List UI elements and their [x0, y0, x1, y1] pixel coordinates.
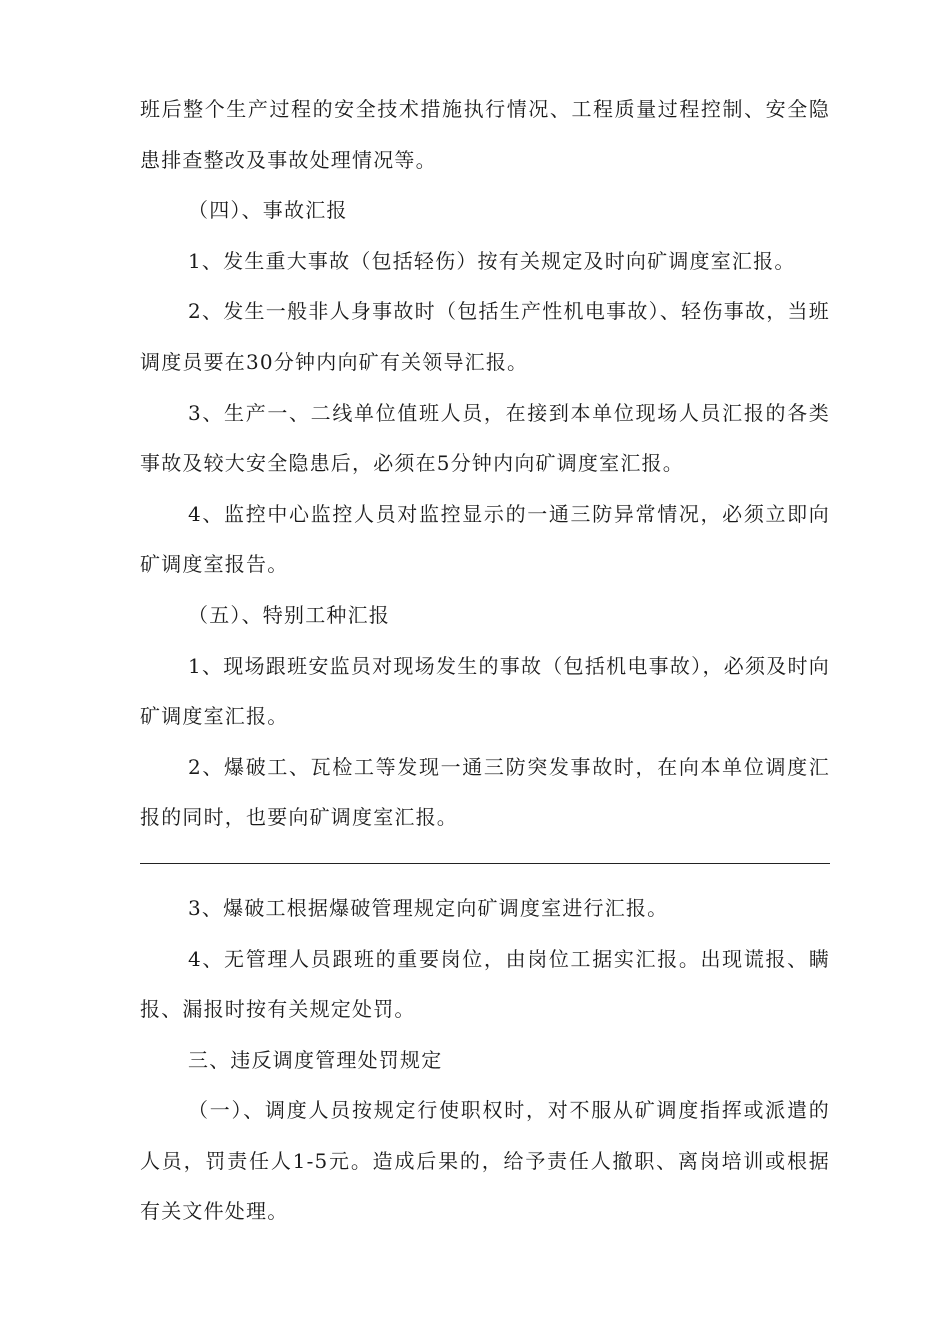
section-heading-penalties: 三、违反调度管理处罚规定	[188, 1047, 443, 1072]
paragraph-item-1: 1、发生重大事故（包括轻伤）按有关规定及时向矿调度室汇报。	[188, 248, 796, 273]
paragraph-special-item-1: 1、现场跟班安监员对现场发生的事故（包括机电事故），必须及时向矿调度室汇报。	[140, 653, 830, 729]
paragraph-item-3: 3、生产一、二线单位值班人员，在接到本单位现场人员汇报的各类事故及较大安全隐患后，必须在5分钟内向矿调度室汇报。	[140, 400, 830, 476]
paragraph-special-item-3: 3、爆破工根据爆破管理规定向矿调度室进行汇报。	[188, 895, 669, 920]
horizontal-divider	[140, 863, 830, 864]
paragraph-special-item-2: 2、爆破工、瓦检工等发现一通三防突发事故时，在向本单位调度汇报的同时，也要向矿调度室汇报。	[140, 754, 830, 830]
paragraph-continuation: 班后整个生产过程的安全技术措施执行情况、工程质量过程控制、安全隐患排查整改及事故处理情况等。	[140, 97, 830, 172]
paragraph-special-item-4: 4、无管理人员跟班的重要岗位，由岗位工据实汇报。出现谎报、瞒报、漏报时按有关规定处罚。	[140, 946, 830, 1022]
paragraph-item-2: 2、发生一般非人身事故时（包括生产性机电事故）、轻伤事故，当班调度员要在30分钟内向矿有关领导汇报。	[140, 299, 830, 374]
document-body	[140, 84, 830, 1237]
paragraph-item-4: 4、监控中心监控人员对监控显示的一通三防异常情况，必须立即向矿调度室报告。	[140, 501, 830, 577]
paragraph-penalty-item-1: （一）、调度人员按规定行使职权时，对不服从矿调度指挥或派遣的人员，罚责任人1-5元。造成后果的，给予责任人撤职、离岗培训或根据有关文件处理。	[140, 1098, 830, 1224]
section-heading-special-trades: （五）、特别工种汇报	[188, 602, 390, 627]
section-heading-accident-report: （四）、事故汇报	[188, 198, 348, 223]
